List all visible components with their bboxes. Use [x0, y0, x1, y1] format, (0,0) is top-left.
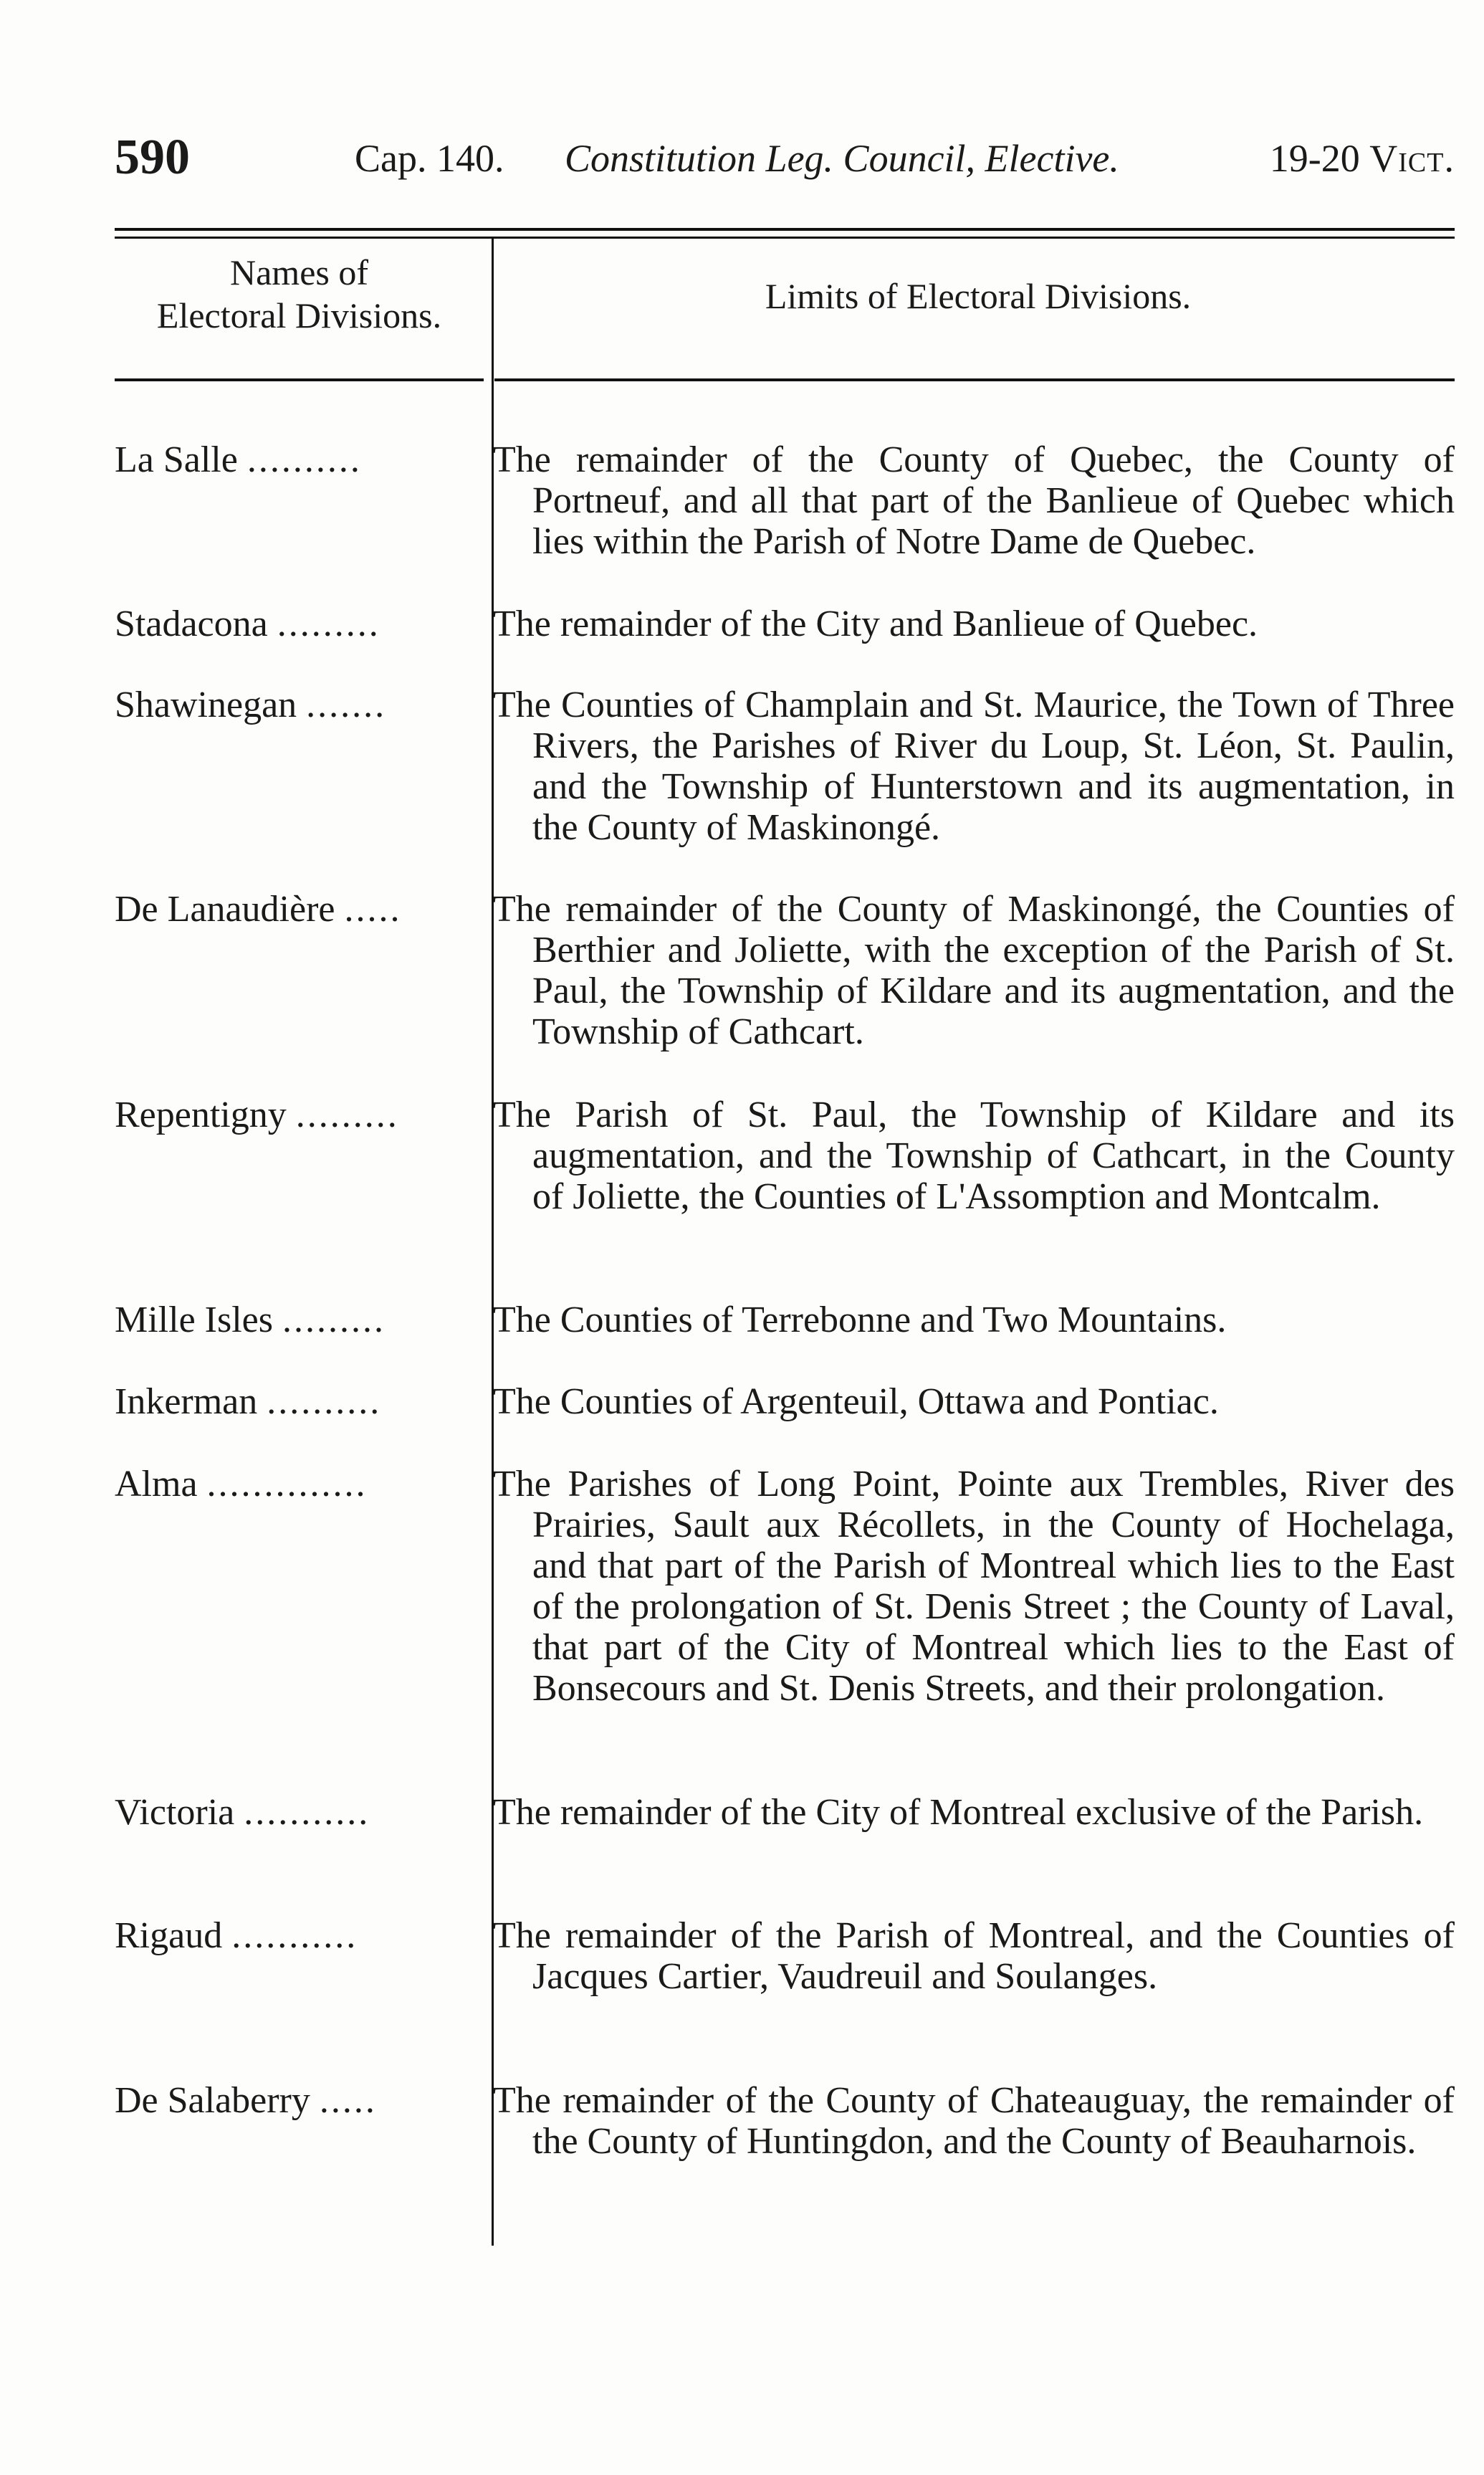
regnal-vict: Vict. [1369, 137, 1455, 180]
leader-dots: ..... [319, 2080, 377, 2121]
division-name-text: La Salle [115, 439, 238, 480]
division-name [115, 1095, 480, 1135]
column-heading-names-line1: Names of [230, 252, 368, 292]
division-name [115, 604, 480, 644]
chapter-reference: Cap. 140. [355, 137, 504, 180]
division-name [115, 439, 480, 480]
division-limits: The remainder of the City of Montreal exclusive of the Parish. [493, 1792, 1424, 1833]
division-name-text: Inkerman [115, 1381, 258, 1422]
division-limits: The remainder of the City and Banlieue of Quebec. [493, 604, 1258, 644]
leader-dots: ......... [295, 1095, 399, 1135]
division-name [115, 889, 480, 930]
division-limits: The remainder of the County of Quebec, the County of Portneuf, and all that part of the Banlieue of Quebec which lies within the Parish of Notre Dame de Quebec. [493, 439, 1455, 562]
leader-dots: ..... [344, 889, 402, 930]
leader-dots: ........... [231, 1915, 358, 1956]
division-name-text: Mille Isles [115, 1300, 273, 1340]
division-limits: The Parishes of Long Point, Pointe aux Trembles, River des Prairies, Sault aux Récollets, in the County of Hochelaga, and that part of the Parish of Montreal which lies to the East of the prolongation of St. Denis Street ; the County of Laval, that part of the City of Montreal which lies to the East of Bonsecours and St. Denis Streets, and their prolongation. [493, 1464, 1455, 1709]
division-limits: The remainder of the County of Maskinongé, the Counties of Berthier and Joliette, with the exception of the Parish of St. Paul, the Township of Kildare and its augmentation, and the Township of Cathcart. [493, 889, 1455, 1052]
act-title: Constitution Leg. Council, Elective. [565, 137, 1119, 180]
division-name-text: Repentigny [115, 1095, 287, 1135]
leader-dots: .......... [246, 439, 362, 480]
column-heading-limits: Limits of Electoral Divisions. [765, 276, 1192, 316]
heading-rule-right [494, 378, 1455, 381]
leader-dots: ........... [244, 1792, 370, 1833]
leader-dots: .......... [267, 1381, 382, 1422]
division-name-text: Stadacona [115, 604, 268, 644]
division-name [115, 1915, 480, 1956]
division-name-text: Rigaud [115, 1915, 223, 1956]
leader-dots: ....... [306, 685, 387, 725]
division-name [115, 2080, 480, 2121]
header-double-rule-top [115, 228, 1455, 231]
header-double-rule-bottom [115, 237, 1455, 239]
division-limits: The Counties of Terrebonne and Two Mountains. [493, 1300, 1227, 1340]
column-heading-names-line2: Electoral Divisions. [156, 295, 442, 335]
division-name [115, 1464, 480, 1504]
division-limits: The remainder of the County of Chateauguay, the remainder of the County of Huntingdon, and the County of Beauharnois. [493, 2080, 1455, 2162]
regnal-year [1270, 136, 1455, 181]
regnal-year-number: 19-20 [1269, 137, 1360, 180]
division-name [115, 1300, 480, 1340]
division-limits: The Counties of Champlain and St. Maurice, the Town of Three Rivers, the Parishes of River du Loup, St. Léon, St. Paulin, and the Township of Hunterstown and its augmentation, in the County of Maskinongé. [493, 685, 1455, 848]
division-limits: The Parish of St. Paul, the Township of Kildare and its augmentation, and the Township of Cathcart, in the County of Joliette, the Counties of L'Assomption and Montcalm. [493, 1095, 1455, 1217]
leader-dots: ......... [282, 1300, 386, 1340]
division-name-text: De Salaberry [115, 2080, 310, 2121]
division-name-text: Alma [115, 1464, 198, 1504]
leader-dots: ......... [277, 604, 380, 644]
division-name-text: Shawinegan [115, 685, 297, 725]
division-name [115, 1792, 480, 1833]
page-number: 590 [115, 130, 190, 185]
division-limits: The remainder of the Parish of Montreal, and the Counties of Jacques Cartier, Vaudreuil and Soulanges. [493, 1915, 1455, 1997]
division-name-text: De Lanaudière [115, 889, 335, 930]
division-limits: The Counties of Argenteuil, Ottawa and Pontiac. [493, 1381, 1219, 1422]
heading-rule-left [115, 378, 484, 381]
division-name-text: Victoria [115, 1792, 235, 1833]
division-name [115, 1381, 480, 1422]
leader-dots: .............. [206, 1464, 368, 1504]
running-header [115, 129, 1455, 186]
division-name [115, 685, 480, 725]
column-heading-names [115, 251, 484, 337]
